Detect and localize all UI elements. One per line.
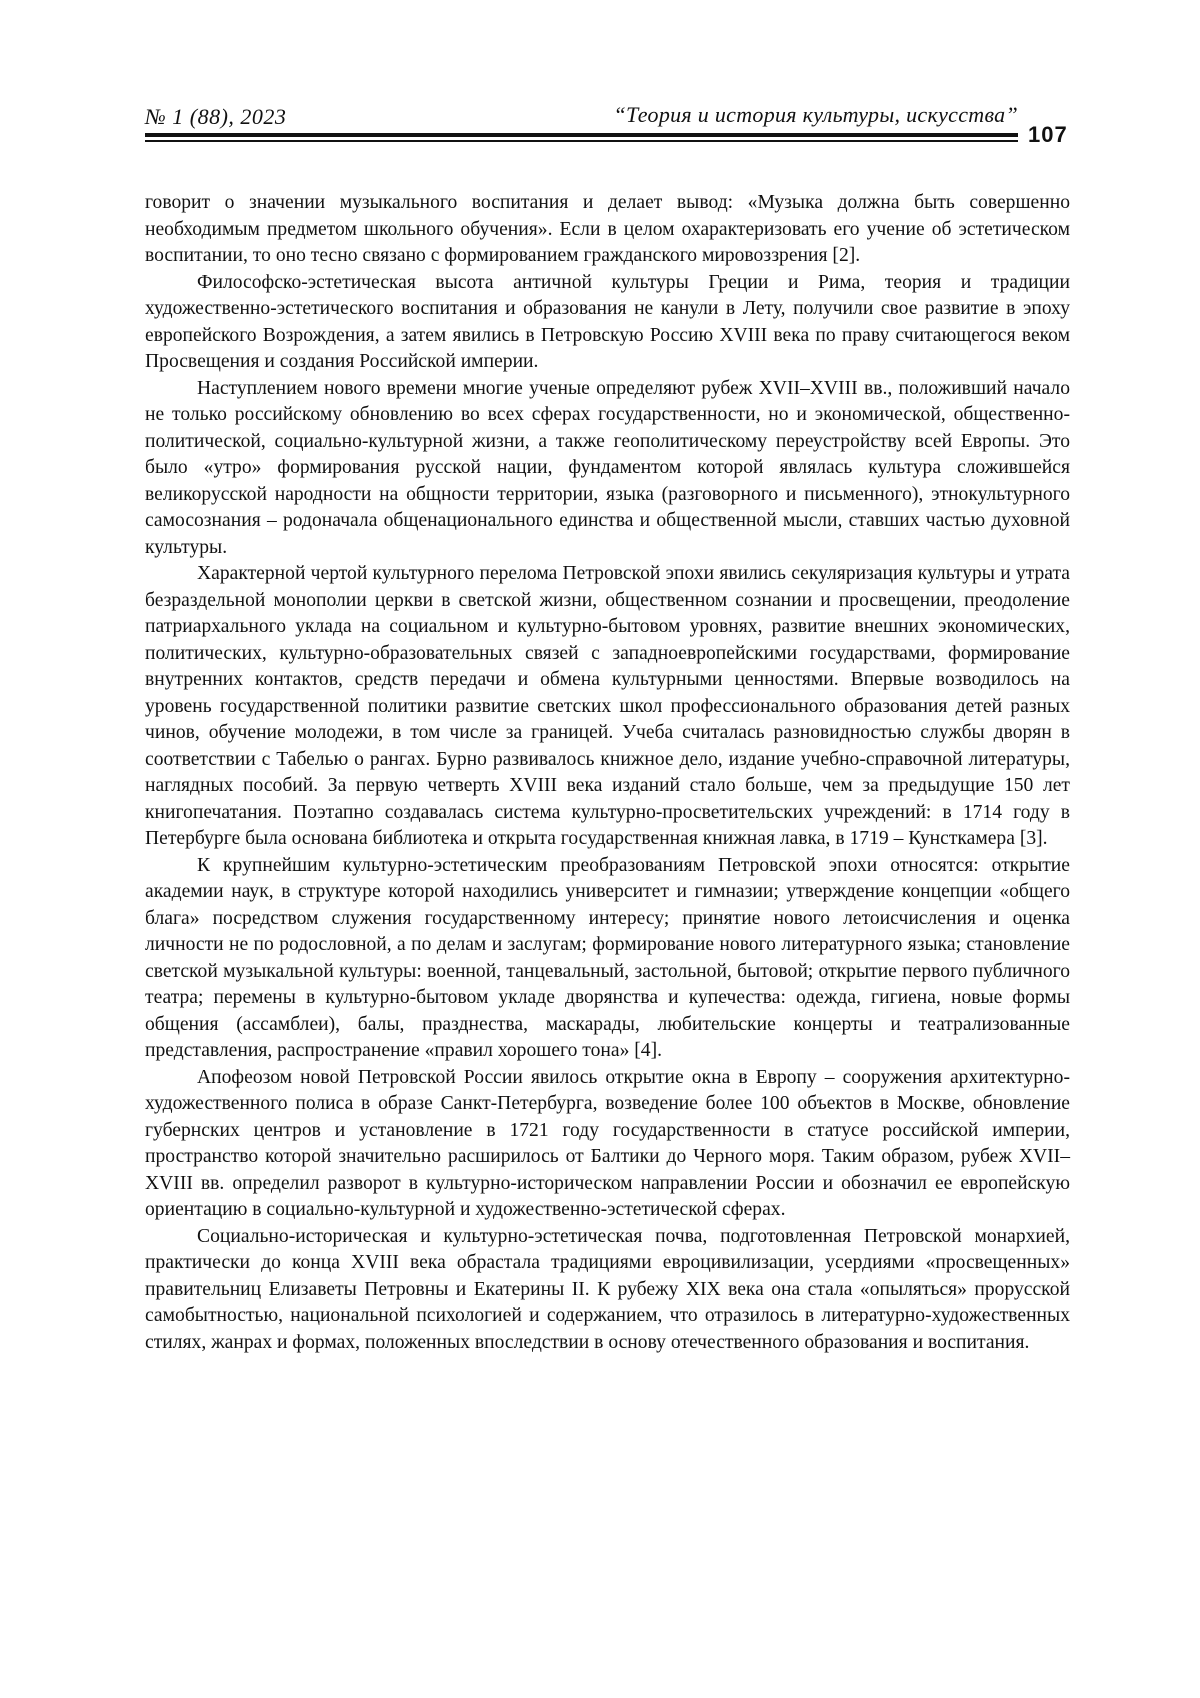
header-rule-thick	[145, 133, 1018, 137]
journal-title: “Теория и история культуры, искусства”	[613, 102, 1018, 128]
running-header	[145, 100, 1070, 142]
paragraph-1: говорит о значении музыкального воспитания и делает вывод: «Музыка должна быть совершенно необходимым предметом школьного обучения». Если в целом охарактеризовать его учение об эстетическом воспитании, то оно тесно связано с формированием гражданского мировоззрения [2].	[145, 190, 1070, 270]
paragraph-6: Апофеозом новой Петровской России явилось открытие окна в Европу – сооружения архитектурно-художественного полиса в образе Санкт-Петербурга, возведение более 100 объектов в Москве, обновление губернских центров и установление в 1721 году государственности в статусе российской империи, пространство которой значительно расширилось от Балтики до Черного моря. Таким образом, рубеж XVII–XVIII вв. определил разворот в культурно-историческом направлении России и обозначил ее европейскую ориентацию в социально-культурной и художественно-эстетической сферах.	[145, 1065, 1070, 1224]
header-rule-thin	[145, 140, 1018, 142]
paragraph-2: Философско-эстетическая высота античной культуры Греции и Рима, теория и традиции художественно-эстетического воспитания и образования не канули в Лету, получили свое развитие в эпоху европейского Возрождения, а затем явились в Петровскую Россию XVIII века по праву считающегося веком Просвещения и создания Российской империи.	[145, 270, 1070, 376]
page-number: 107	[1028, 122, 1068, 148]
paragraph-5: К крупнейшим культурно-эстетическим преобразованиям Петровской эпохи относятся: открытие академии наук, в структуре которой находились университет и гимназии; утверждение концепции «общего блага» посредством служения государственному интересу; принятие нового летоисчисления и оценка личности не по родословной, а по делам и заслугам; формирование нового литературного языка; становление светской музыкальной культуры: военной, танцевальный, застольной, бытовой; открытие первого публичного театра; перемены в культурно-бытовом укладе дворянства и купечества: одежда, гигиена, новые формы общения (ассамблеи), балы, празднества, маскарады, любительские концерты и театрализованные представления, распространение «правил хорошего тона» [4].	[145, 853, 1070, 1065]
paragraph-3: Наступлением нового времени многие ученые определяют рубеж XVII–XVIII вв., положивший начало не только российскому обновлению во всех сферах государственности, но и экономической, общественно-политической, социально-культурной жизни, а также геополитическому переустройству всей Европы. Это было «утро» формирования русской нации, фундаментом которой являлась культура сложившейся великорусской народности на общности территории, языка (разговорного и письменного), этнокультурного самосознания – родоначала общенационального единства и общественной мысли, ставших частью духовной культуры.	[145, 376, 1070, 562]
article-body	[145, 190, 1070, 1356]
issue-number: № 1 (88), 2023	[145, 104, 286, 130]
paragraph-4: Характерной чертой культурного перелома Петровской эпохи явились секуляризация культуры и утрата безраздельной монополии церкви в светской жизни, общественном сознании и просвещении, преодоление патриархального уклада на социальном и культурно-бытовом уровнях, развитие внешних экономических, политических, культурно-образовательных связей с западноевропейскими государствами, формирование внутренних контактов, средств передачи и обмена культурными ценностями. Впервые возводилось на уровень государственной политики развитие светских школ профессионального образования детей разных чинов, обучение молодежи, в том числе за границей. Учеба считалась разновидностью службы дворян в соответствии с Табелью о рангах. Бурно развивалось книжное дело, издание учебно-справочной литературы, наглядных пособий. За первую четверть XVIII века изданий стало больше, чем за предыдущие 150 лет книгопечатания. Поэтапно создавалась система культурно-просветительских учреждений: в 1714 году в Петербурге была основана библиотека и открыта государственная книжная лавка, в 1719 – Кунсткамера [3].	[145, 561, 1070, 853]
paragraph-7: Социально-историческая и культурно-эстетическая почва, подготовленная Петровской монархией, практически до конца XVIII века обрастала традициями евроцивилизации, усердиями «просвещенных» правительниц Елизаветы Петровны и Екатерины II. К рубежу XIX века она стала «опыляться» прорусской самобытностью, национальной психологией и содержанием, что отразилось в литературно-художественных стилях, жанрах и формах, положенных впоследствии в основу отечественного образования и воспитания.	[145, 1224, 1070, 1357]
